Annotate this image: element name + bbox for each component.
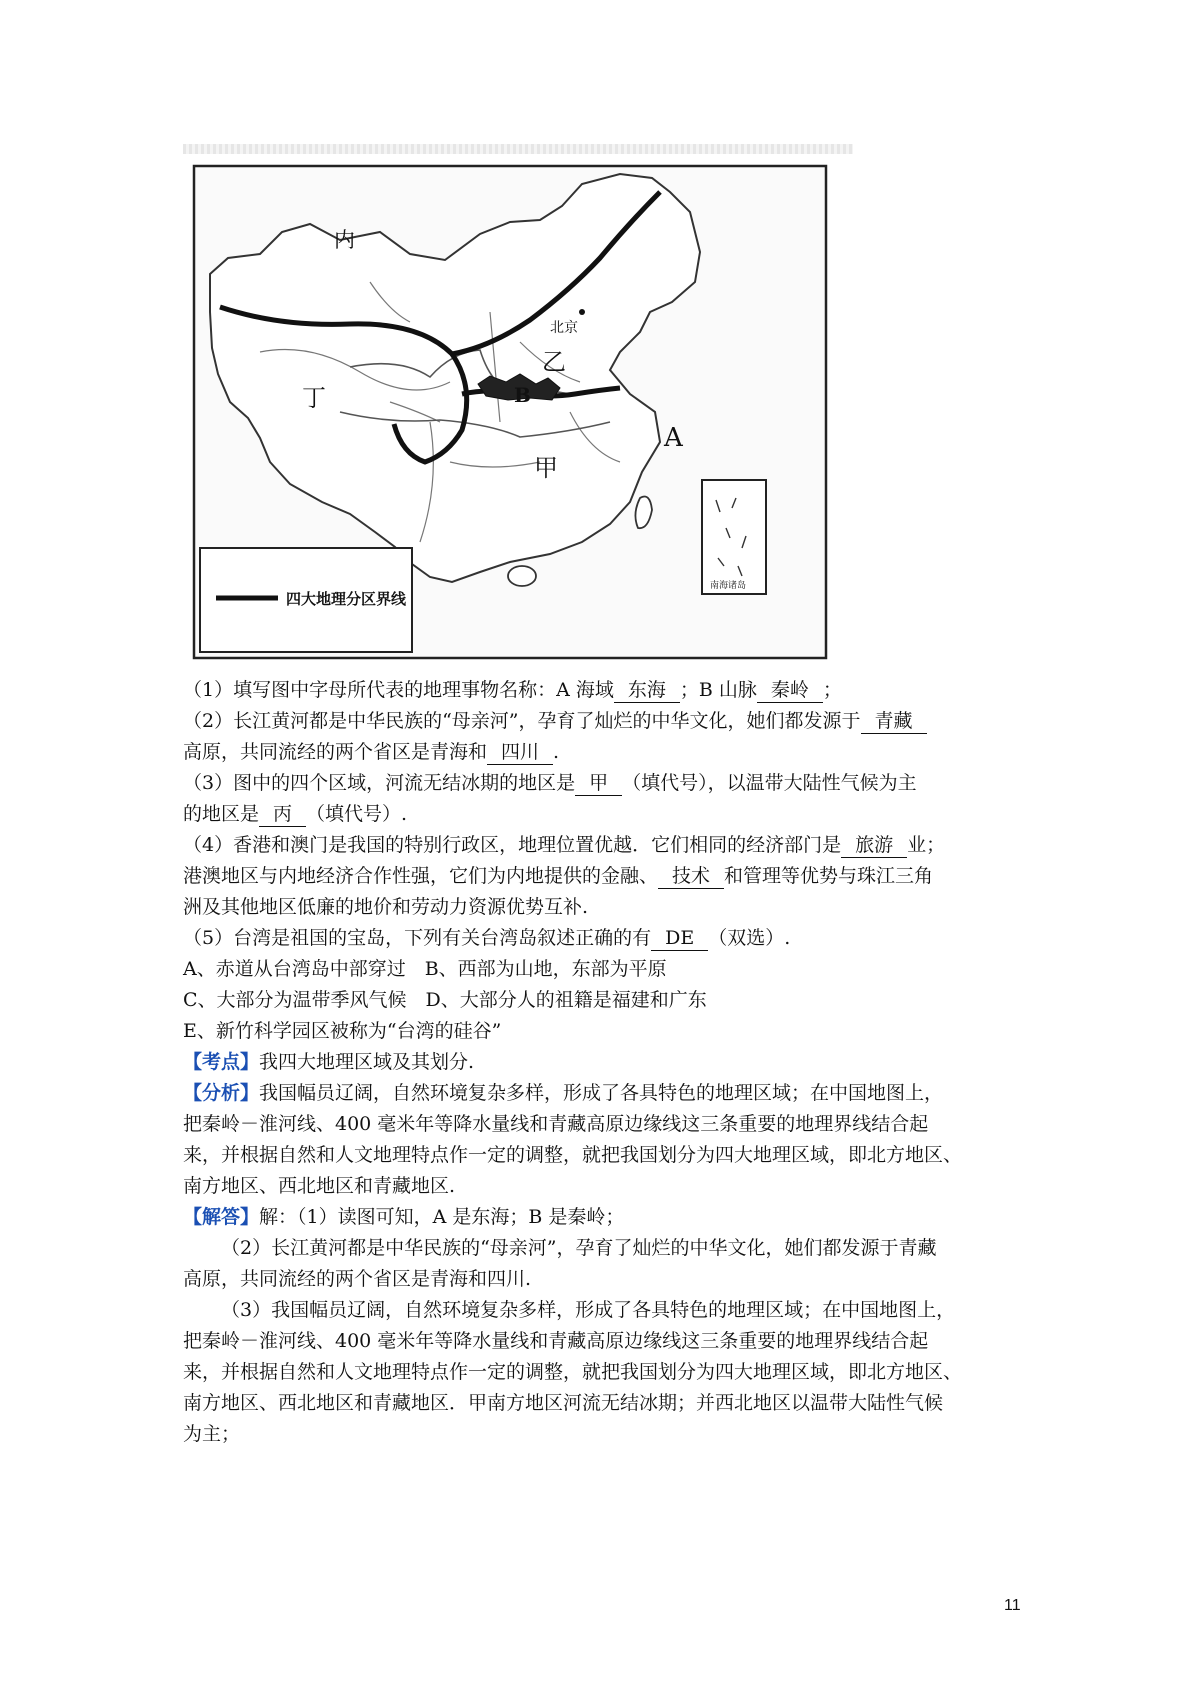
fenxi-line-2: 把秦岭－淮河线、400 毫米年等降水量线和青藏高原边缘线这三条重要的地理界线结合起 (183, 1113, 929, 1135)
q2-line-1 (183, 706, 1023, 737)
jieda-p3-line-1: （3）我国幅员辽阔，自然环境复杂多样，形成了各具特色的地理区域；在中国地图上， (221, 1299, 956, 1321)
q3-line-1 (183, 768, 1023, 799)
q4-line-1 (183, 830, 1023, 861)
q2-prefix: （2）长江黄河都是中华民族的“母亲河”，孕育了灿烂的中华文化，她们都发源于 (183, 710, 861, 732)
q3-line2-prefix: 的地区是 (183, 803, 260, 825)
kaodian-tag: 【考点】 (183, 1051, 260, 1073)
q1-answer-b: 秦岭 (757, 678, 823, 703)
inset-south-sea (702, 480, 766, 594)
jieda-p2-line-1: （2）长江黄河都是中华民族的“母亲河”，孕育了灿烂的中华文化，她们都发源于青藏 (221, 1237, 937, 1259)
jieda-p3-line-5: 为主； (183, 1423, 241, 1445)
q4-line-2 (183, 861, 1023, 892)
q4-answer-1: 旅游 (841, 833, 907, 858)
q4-answer-2: 技术 (658, 864, 724, 889)
fenxi-line-1 (183, 1078, 1023, 1109)
q3-line2-suffix: （填代号）. (306, 803, 408, 825)
q3-line-2 (183, 799, 1023, 830)
jieda-line-1 (183, 1202, 1023, 1233)
label-b: B (514, 383, 531, 407)
q5-option-line-2: C、大部分为温带季风气候 D、大部分人的祖籍是福建和广东 (183, 989, 707, 1011)
q3-answer-2: 丙 (259, 802, 306, 827)
legend-text: 四大地理分区界线 (286, 590, 407, 608)
q3-line1-suffix: （填代号），以温带大陆性气候为主 (622, 772, 917, 794)
jieda-tag: 【解答】 (183, 1206, 260, 1228)
jieda-p3-line-2: 把秦岭－淮河线、400 毫米年等降水量线和青藏高原边缘线这三条重要的地理界线结合起 (183, 1330, 929, 1352)
label-jia: 甲 (534, 454, 558, 482)
label-beijing: 北京 (550, 320, 578, 336)
kaodian-line (183, 1047, 1023, 1078)
fenxi-tag: 【分析】 (183, 1082, 260, 1104)
q1-prefix: （1）填写图中字母所代表的地理事物名称：A 海域 (183, 679, 614, 701)
jieda-p3-line-3: 来，并根据自然和人文地理特点作一定的调整，就把我国划分为四大地理区域，即北方地区、 (183, 1361, 963, 1383)
q5-answer: DE (651, 926, 708, 951)
q2-line-2 (183, 737, 1023, 768)
label-nei: 内 (334, 228, 355, 252)
page-number: 11 (1004, 1597, 1021, 1614)
label-yi: 乙 (542, 348, 566, 376)
q2-answer-2: 四川 (487, 740, 553, 765)
q4-line-3: 洲及其他地区低廉的地价和劳动力资源优势互补. (183, 896, 589, 918)
q3-prefix: （3）图中的四个区域，河流无结冰期的地区是 (183, 772, 576, 794)
jieda-text-1: 解：（1）读图可知，A 是东海；B 是秦岭； (259, 1206, 625, 1228)
label-ding: 丁 (302, 384, 326, 412)
q1-middle: ；B 山脉 (679, 679, 757, 701)
q2-answer-1: 青藏 (861, 709, 927, 734)
q5-prefix: （5）台湾是祖国的宝岛，下列有关台湾岛叙述正确的有 (183, 927, 652, 949)
q2-line2-suffix: . (553, 741, 560, 763)
q4-line2-prefix: 港澳地区与内地经济合作性强，它们为内地提供的金融、 (183, 865, 659, 887)
q3-answer-1: 甲 (575, 771, 622, 796)
fenxi-line-3: 来，并根据自然和人文地理特点作一定的调整，就把我国划分为四大地理区域，即北方地区、 (183, 1144, 963, 1166)
beijing-marker (579, 309, 585, 315)
label-a: A (664, 423, 683, 453)
label-inset: 南海诸岛 (710, 581, 747, 591)
hainan-island (508, 566, 536, 586)
q1-answer-a: 东海 (614, 678, 680, 703)
q4-line1-suffix: 业； (907, 834, 946, 856)
q2-line2-prefix: 高原，共同流经的两个省区是青海和 (183, 741, 488, 763)
jieda-p2-line-2: 高原，共同流经的两个省区是青海和四川. (183, 1268, 532, 1290)
q4-prefix: （4）香港和澳门是我国的特别行政区，地理位置优越．它们相同的经济部门是 (183, 834, 842, 856)
map-legend (200, 548, 412, 652)
china-regions-map (190, 162, 830, 662)
q5-suffix: （双选）. (708, 927, 791, 949)
map-svg (190, 162, 830, 662)
q5-line (183, 923, 1023, 954)
fenxi-text-1: 我国幅员辽阔，自然环境复杂多样，形成了各具特色的地理区域；在中国地图上， (259, 1082, 944, 1104)
q5-option-line-1: A、赤道从台湾岛中部穿过 B、西部为山地，东部为平原 (183, 958, 667, 980)
fenxi-line-4: 南方地区、西北地区和青藏地区. (183, 1175, 456, 1197)
q4-line2-suffix: 和管理等优势与珠江三角 (724, 865, 934, 887)
q1-line (183, 675, 1023, 706)
kaodian-text: 我四大地理区域及其划分. (259, 1051, 475, 1073)
q1-suffix: ； (822, 679, 842, 701)
question-content (183, 675, 1023, 1450)
q5-option-line-3: E、新竹科学园区被称为“台湾的硅谷” (183, 1020, 502, 1042)
top-divider (183, 144, 853, 154)
jieda-p3-line-4: 南方地区、西北地区和青藏地区．甲南方地区河流无结冰期；并西北地区以温带大陆性气候 (183, 1392, 944, 1414)
